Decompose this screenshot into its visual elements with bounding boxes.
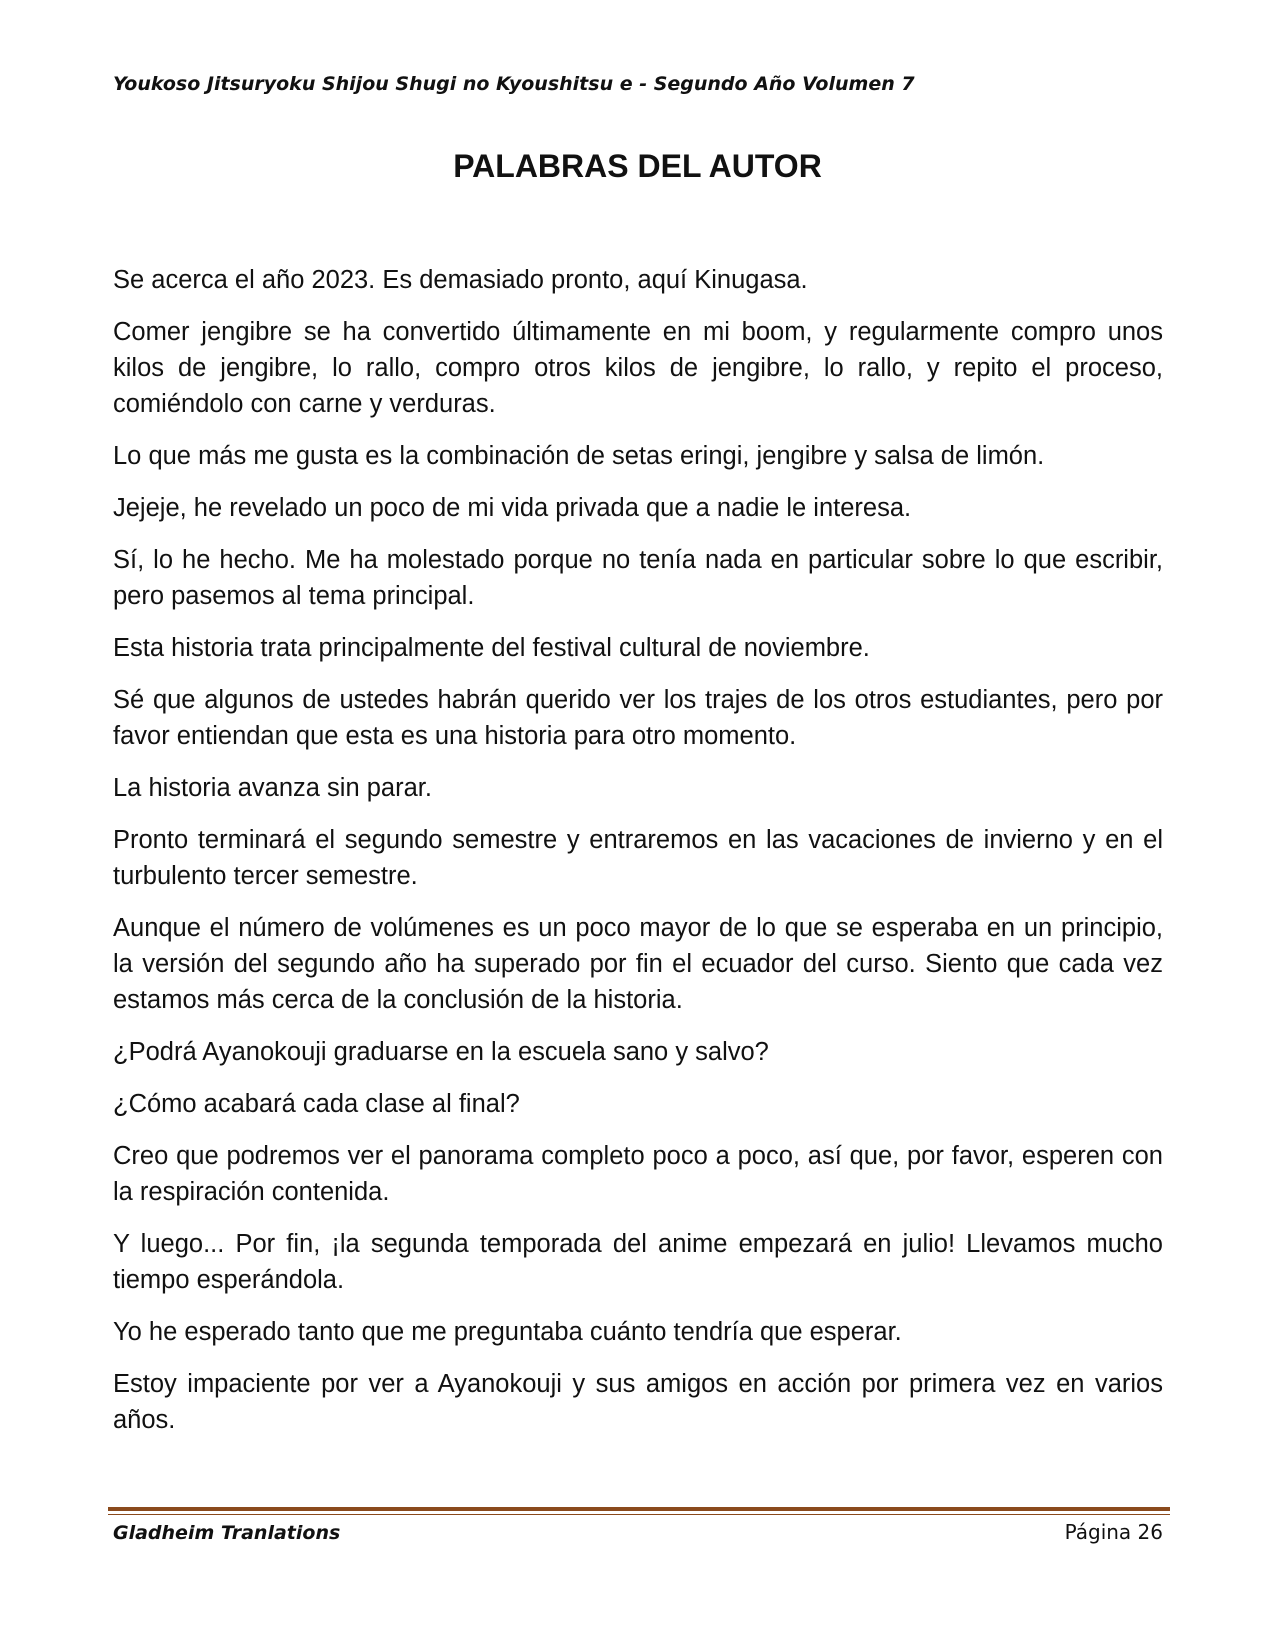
paragraph: Aunque el número de volúmenes es un poco mayor de lo que se esperaba en un principio, la versión del segundo año ha superado por fin el ecuador del curso. Siento que cada vez estamos más cerca de la conclusión de la historia.	[113, 914, 1163, 1014]
paragraph: ¿Podrá Ayanokouji graduarse en la escuela sano y salvo?	[113, 1038, 769, 1066]
footer-divider	[108, 1507, 1170, 1515]
paragraph: Sé que algunos de ustedes habrán querido ver los trajes de los otros estudiantes, pero por favor entiendan que esta es una historia para otro momento.	[113, 686, 1163, 750]
paragraph: Jejeje, he revelado un poco de mi vida privada que a nadie le interesa.	[113, 494, 912, 522]
footer-divider-thin	[108, 1514, 1170, 1515]
page-number-value: 26	[1137, 1520, 1163, 1544]
paragraph: Pronto terminará el segundo semestre y entraremos en las vacaciones de invierno y en el turbulento tercer semestre.	[113, 826, 1163, 890]
paragraph: Estoy impaciente por ver a Ayanokouji y sus amigos en acción por primera vez en varios años.	[113, 1370, 1163, 1434]
page-number-label: Página	[1064, 1520, 1132, 1544]
paragraph: Se acerca el año 2023. Es demasiado pronto, aquí Kinugasa.	[113, 266, 808, 294]
footer-credit: Gladheim Tranlations	[113, 1522, 341, 1544]
paragraph: Yo he esperado tanto que me preguntaba cuánto tendría que esperar.	[113, 1318, 902, 1346]
running-header: Youkoso Jitsuryoku Shijou Shugi no Kyoushitsu e - Segundo Año Volumen 7	[113, 73, 915, 95]
paragraph: Lo que más me gusta es la combinación de setas eringi, jengibre y salsa de limón.	[113, 442, 1045, 470]
body-text	[113, 262, 1163, 1454]
page-title: PALABRAS DEL AUTOR	[453, 148, 822, 184]
footer-divider-thick	[108, 1507, 1170, 1511]
paragraph: ¿Cómo acabará cada clase al final?	[113, 1090, 520, 1118]
paragraph: Creo que podremos ver el panorama completo poco a poco, así que, por favor, esperen con la respiración contenida.	[113, 1142, 1163, 1206]
page-number	[1065, 1520, 1163, 1544]
paragraph: Sí, lo he hecho. Me ha molestado porque no tenía nada en particular sobre lo que escribir, pero pasemos al tema principal.	[113, 546, 1163, 610]
paragraph: Esta historia trata principalmente del festival cultural de noviembre.	[113, 634, 870, 662]
paragraph: Comer jengibre se ha convertido últimamente en mi boom, y regularmente compro unos kilos de jengibre, lo rallo, compro otros kilos de jengibre, lo rallo, y repito el proceso, comiéndolo con carne y verduras.	[113, 318, 1163, 418]
paragraph: Y luego... Por fin, ¡la segunda temporada del anime empezará en julio! Llevamos mucho tiempo esperándola.	[113, 1230, 1163, 1294]
paragraph: La historia avanza sin parar.	[113, 774, 432, 802]
